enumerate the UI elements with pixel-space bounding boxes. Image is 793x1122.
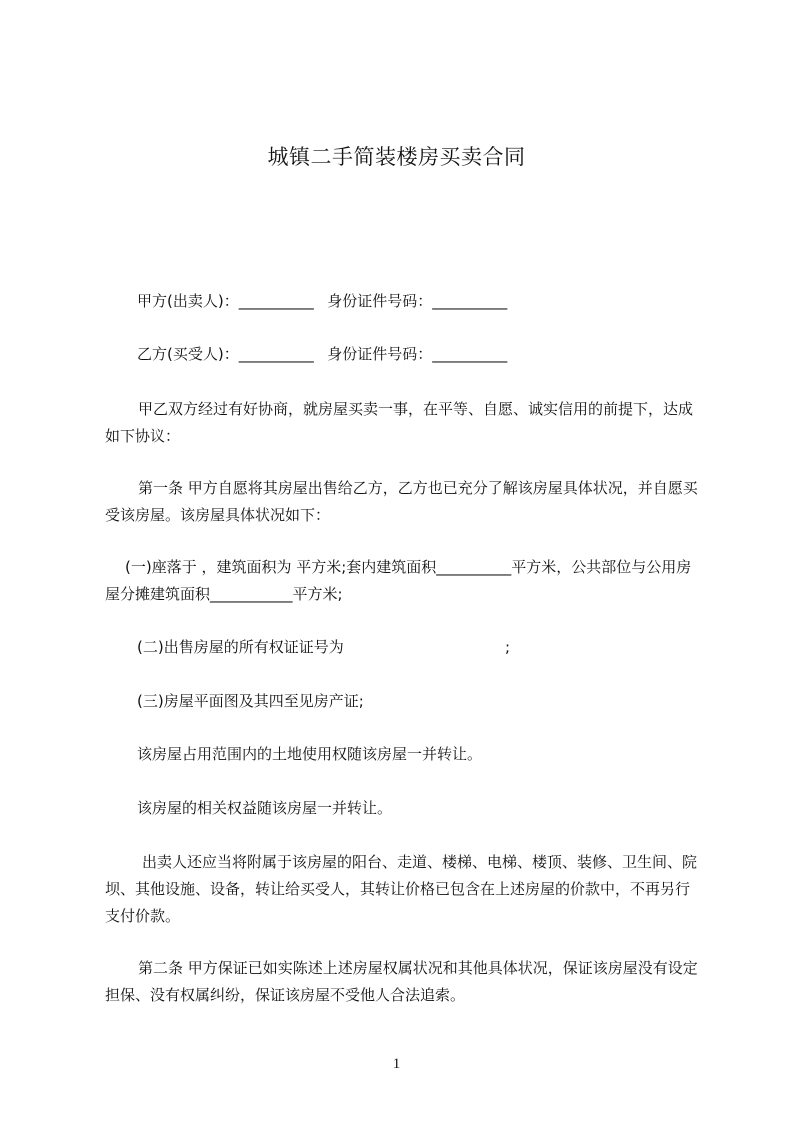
article-2-paragraph: 第二条 甲方保证已如实陈述上述房屋权属状况和其他具体状况，保证该房屋没有设定担保、没有权属纠纷，保证该房屋不受他人合法追索。 <box>105 959 698 1004</box>
party-b-blank: __________ <box>238 345 314 363</box>
item-1-text-a: (一)座落于 ，建筑面积为 平方米;套内建筑面积 <box>125 558 437 576</box>
related-rights-paragraph: 该房屋的相关权益随该房屋一并转让。 <box>137 799 393 817</box>
article-1-paragraph: 第一条 甲方自愿将其房屋出售给乙方，乙方也已充分了解该房屋具体状况，并自愿买受该房屋。该房屋具体状况如下： <box>105 479 698 524</box>
party-b-id-blank: __________ <box>432 345 508 363</box>
item-2-paragraph <box>137 634 697 661</box>
item-2-end: ; <box>505 638 511 656</box>
attachments-paragraph: 出卖人还应当将附属于该房屋的阳台、走道、楼梯、电梯、楼顶、装修、卫生间、院坝、其他设施、设备，转让给买受人，其转让价格已包含在上述房屋的价款中，不再另行支付价款。 <box>105 853 698 925</box>
party-a-id-blank: __________ <box>432 292 508 310</box>
party-a-label: 甲方(出卖人)： <box>137 292 239 310</box>
party-b-label: 乙方(买受人)： <box>137 345 239 363</box>
document-title: 城镇二手简装楼房买卖合同 <box>267 145 526 169</box>
party-a-id-label: 身份证件号码： <box>327 292 433 310</box>
page-number: 1 <box>392 1056 401 1072</box>
party-a-blank: __________ <box>238 292 314 310</box>
intro-paragraph: 甲乙双方经过有好协商，就房屋买卖一事，在平等、自愿、诚实信用的前提下，达成如下协议： <box>105 400 694 445</box>
land-use-paragraph: 该房屋占用范围内的土地使用权随该房屋一并转让。 <box>137 745 483 763</box>
item-1-paragraph <box>105 554 701 608</box>
party-b-id-label: 身份证件号码： <box>327 345 433 363</box>
item-1-text-b: 平方米，公共部位与公用房屋分摊建筑面积 <box>105 558 692 603</box>
item-1-blank-a: __________ <box>436 558 512 576</box>
item-1-blank-b: ___________ <box>210 585 293 603</box>
party-a-line <box>137 288 697 315</box>
party-b-line <box>137 341 697 368</box>
item-2-text: (二)出售房屋的所有权证证号为 <box>137 638 344 656</box>
item-1-text-c: 平方米; <box>292 585 343 603</box>
item-3-paragraph: (三)房屋平面图及其四至见房产证; <box>137 692 364 710</box>
